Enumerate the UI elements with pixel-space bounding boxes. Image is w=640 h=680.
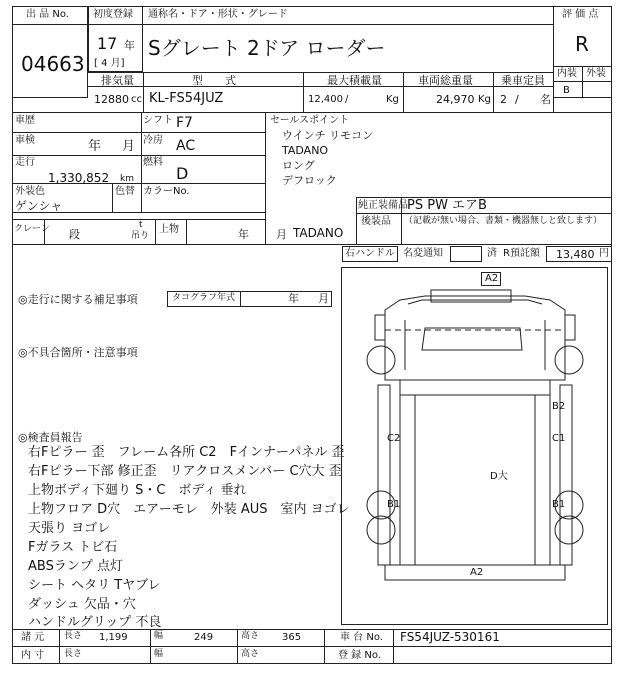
dims-label: 諸 元 <box>21 632 45 643</box>
sales-point-1: ウインチ リモコン <box>282 129 374 142</box>
grade-value: Sグレート 2ドア ローダー <box>148 36 386 60</box>
chassis-label: 車 台 No. <box>340 632 383 643</box>
divider <box>141 112 142 212</box>
mark-b2: B2 <box>552 401 566 412</box>
kg-unit: Kg <box>386 94 399 105</box>
chassis-value: FS54JUZ-530161 <box>400 630 500 644</box>
max-load-slash: / <box>345 94 349 105</box>
color-change-label: 色替 <box>115 186 135 197</box>
inspector-line: 右Fピラー 歪 フレーム各所 C2 Fインナーパネル 歪 <box>28 445 345 460</box>
mark-c2: C2 <box>387 433 401 444</box>
first-reg-label: 初度登録 <box>93 9 133 20</box>
recycle-label: 済 <box>487 248 497 259</box>
defects-label: ◎不具合箇所・注意事項 <box>18 346 138 359</box>
capacity-unit: 名 <box>540 93 551 106</box>
divider <box>59 629 60 664</box>
km-unit: km <box>120 174 134 184</box>
divider <box>186 219 187 244</box>
divider <box>150 629 151 664</box>
first-reg-year: 17 <box>97 34 118 53</box>
gross-unit: Kg <box>478 94 491 105</box>
grade-label: 通称名・ドア・形状・グレード <box>148 9 288 20</box>
divider <box>112 183 113 212</box>
divider <box>12 132 265 133</box>
divider <box>12 629 612 630</box>
exterior-color-label: 外装色 <box>15 186 45 197</box>
capacity-label: 乗車定員 <box>501 74 545 87</box>
color-no-label: カラーNo. <box>143 186 190 197</box>
recycle-amount: 13,480 <box>556 248 595 261</box>
interior-score: B <box>563 85 570 96</box>
inspection-year: 年 <box>88 139 102 154</box>
hang-unit: 吊り <box>131 231 150 241</box>
inspector-line: 天張り ヨゴレ <box>28 521 111 536</box>
equipment-value: PS PW エアB <box>407 198 487 213</box>
height-value: 365 <box>282 632 302 643</box>
divider <box>143 72 144 112</box>
mark-a2-top: A2 <box>485 273 499 284</box>
divider <box>12 112 612 113</box>
shift-label: シフト <box>143 115 173 126</box>
mark-d-large: D大 <box>490 471 508 482</box>
divider <box>303 72 304 112</box>
mark-a2-bottom: A2 <box>470 567 484 578</box>
length-label: 長さ <box>64 631 83 641</box>
divider <box>265 112 266 244</box>
aftermarket-note: （記載が無い場合、書類・機器無しと致します） <box>404 216 603 226</box>
mileage-label: 走行 <box>15 157 35 168</box>
inspector-line: ダッシュ 欠品・穴 <box>28 597 136 612</box>
inspector-label: ◎検査員報告 <box>18 431 83 444</box>
divider <box>12 244 612 245</box>
registration-label: 登 録 No. <box>338 650 381 661</box>
divider <box>12 24 88 25</box>
divider <box>553 81 612 82</box>
sales-point-2: TADANO <box>282 144 329 157</box>
divider <box>88 86 553 87</box>
mileage-value: 1,330,852 <box>48 171 110 185</box>
divider <box>12 646 612 647</box>
fuel-label: 燃料 <box>143 157 163 168</box>
lot-label: 出 品 No. <box>26 9 69 20</box>
history-label: 車歴 <box>15 115 35 126</box>
inspector-line: 上物フロア D穴 エアーモレ 外装 AUS 室内 ヨゴレ <box>28 502 350 517</box>
right-handle-label: 右ハンドル <box>345 248 395 259</box>
displacement-value: 12880 <box>94 93 129 106</box>
divider <box>155 219 156 244</box>
lot-number: 04663 <box>21 52 85 76</box>
owner-change-label: 名変通知 <box>403 248 443 259</box>
capacity-value: 2 <box>500 93 507 106</box>
divider <box>582 66 583 98</box>
divider <box>553 98 554 112</box>
equipment-label: 純正装備品 <box>358 200 408 211</box>
inspector-line: シート ヘタリ Tヤブレ <box>28 578 161 593</box>
score-label: 評 価 点 <box>562 9 599 20</box>
capacity-slash: / <box>515 93 519 106</box>
upper-label: 上物 <box>159 224 179 235</box>
first-reg-month: [ 4 月] <box>94 58 125 69</box>
width-value: 249 <box>194 632 214 643</box>
shift-value: F7 <box>176 115 193 131</box>
ac-label: 冷房 <box>143 135 163 146</box>
divider <box>88 72 553 73</box>
owner-change-box <box>450 246 482 262</box>
aftermarket-label: 後装品 <box>361 216 391 227</box>
mark-b1-right: B1 <box>552 499 566 510</box>
gross-weight-value: 24,970 <box>436 93 475 106</box>
height-label: 高さ <box>241 631 260 641</box>
inner-label: 内 寸 <box>21 650 45 661</box>
displacement-label: 排気量 <box>101 74 134 87</box>
max-load-label: 最大積載量 <box>327 74 382 87</box>
sales-point-3: ロング <box>282 159 315 172</box>
inspection-month: 月 <box>122 139 136 154</box>
upper-maker: TADANO <box>293 226 344 240</box>
ac-value: AC <box>176 138 196 154</box>
divider <box>356 197 357 244</box>
inspector-line: ハンドルグリップ 不良 <box>28 615 162 630</box>
driving-notes-label: ◎走行に関する補足事項 <box>18 293 138 306</box>
inspector-line: ABSランプ 点灯 <box>28 559 123 574</box>
divider <box>12 155 265 156</box>
model-label: 型 式 <box>192 74 236 87</box>
exterior-label: 外装 <box>586 68 606 79</box>
exterior-color-value: ゲンシャ <box>15 199 63 213</box>
inspector-line: Fガラス トビ石 <box>28 540 118 555</box>
width-label: 幅 <box>154 631 164 641</box>
mark-c1: C1 <box>552 433 566 444</box>
score-value: R <box>575 32 589 56</box>
stage-unit: 段 <box>69 228 80 241</box>
fuel-value: D <box>176 164 189 183</box>
recycle-deposit-label: R預託額 <box>503 248 540 259</box>
divider <box>324 629 325 664</box>
inspector-line: 上物ボディ下廻り S・C ボディ 垂れ <box>28 483 247 498</box>
inner-width-label: 幅 <box>154 649 164 659</box>
tachograph-month: 月 <box>318 292 329 305</box>
year-unit: 年 <box>124 39 135 52</box>
divider <box>393 629 394 664</box>
divider <box>237 629 238 664</box>
inner-length-label: 長さ <box>64 649 83 659</box>
gross-weight-label: 車両総重量 <box>418 74 473 87</box>
divider <box>240 291 241 307</box>
inner-height-label: 高さ <box>241 649 260 659</box>
tachograph-label: タコグラフ年式 <box>172 293 236 303</box>
interior-label: 内装 <box>557 68 577 79</box>
upper-year: 年 <box>238 228 249 241</box>
inspector-line: 右Fピラー下部 修正歪 リアクロスメンバー C穴大 歪 <box>28 464 342 479</box>
upper-month: 月 <box>276 228 287 241</box>
mark-b1-left: B1 <box>387 499 401 510</box>
yen-unit: 円 <box>599 248 609 259</box>
divider <box>88 24 553 25</box>
cc-unit: cc <box>131 94 142 105</box>
length-value: 1,199 <box>99 632 128 643</box>
max-load-value: 12,400 <box>308 94 343 105</box>
inspection-label: 車検 <box>15 135 35 146</box>
sales-label: セールスポイント <box>270 115 350 126</box>
tachograph-year: 年 <box>288 292 299 305</box>
divider <box>356 213 612 214</box>
divider <box>403 72 404 112</box>
crane-label: クレーン <box>14 224 50 234</box>
divider <box>493 72 494 112</box>
t-unit: t <box>139 220 143 230</box>
model-value: KL-FS54JUZ <box>149 91 224 106</box>
sales-point-4: デフロック <box>282 174 337 187</box>
